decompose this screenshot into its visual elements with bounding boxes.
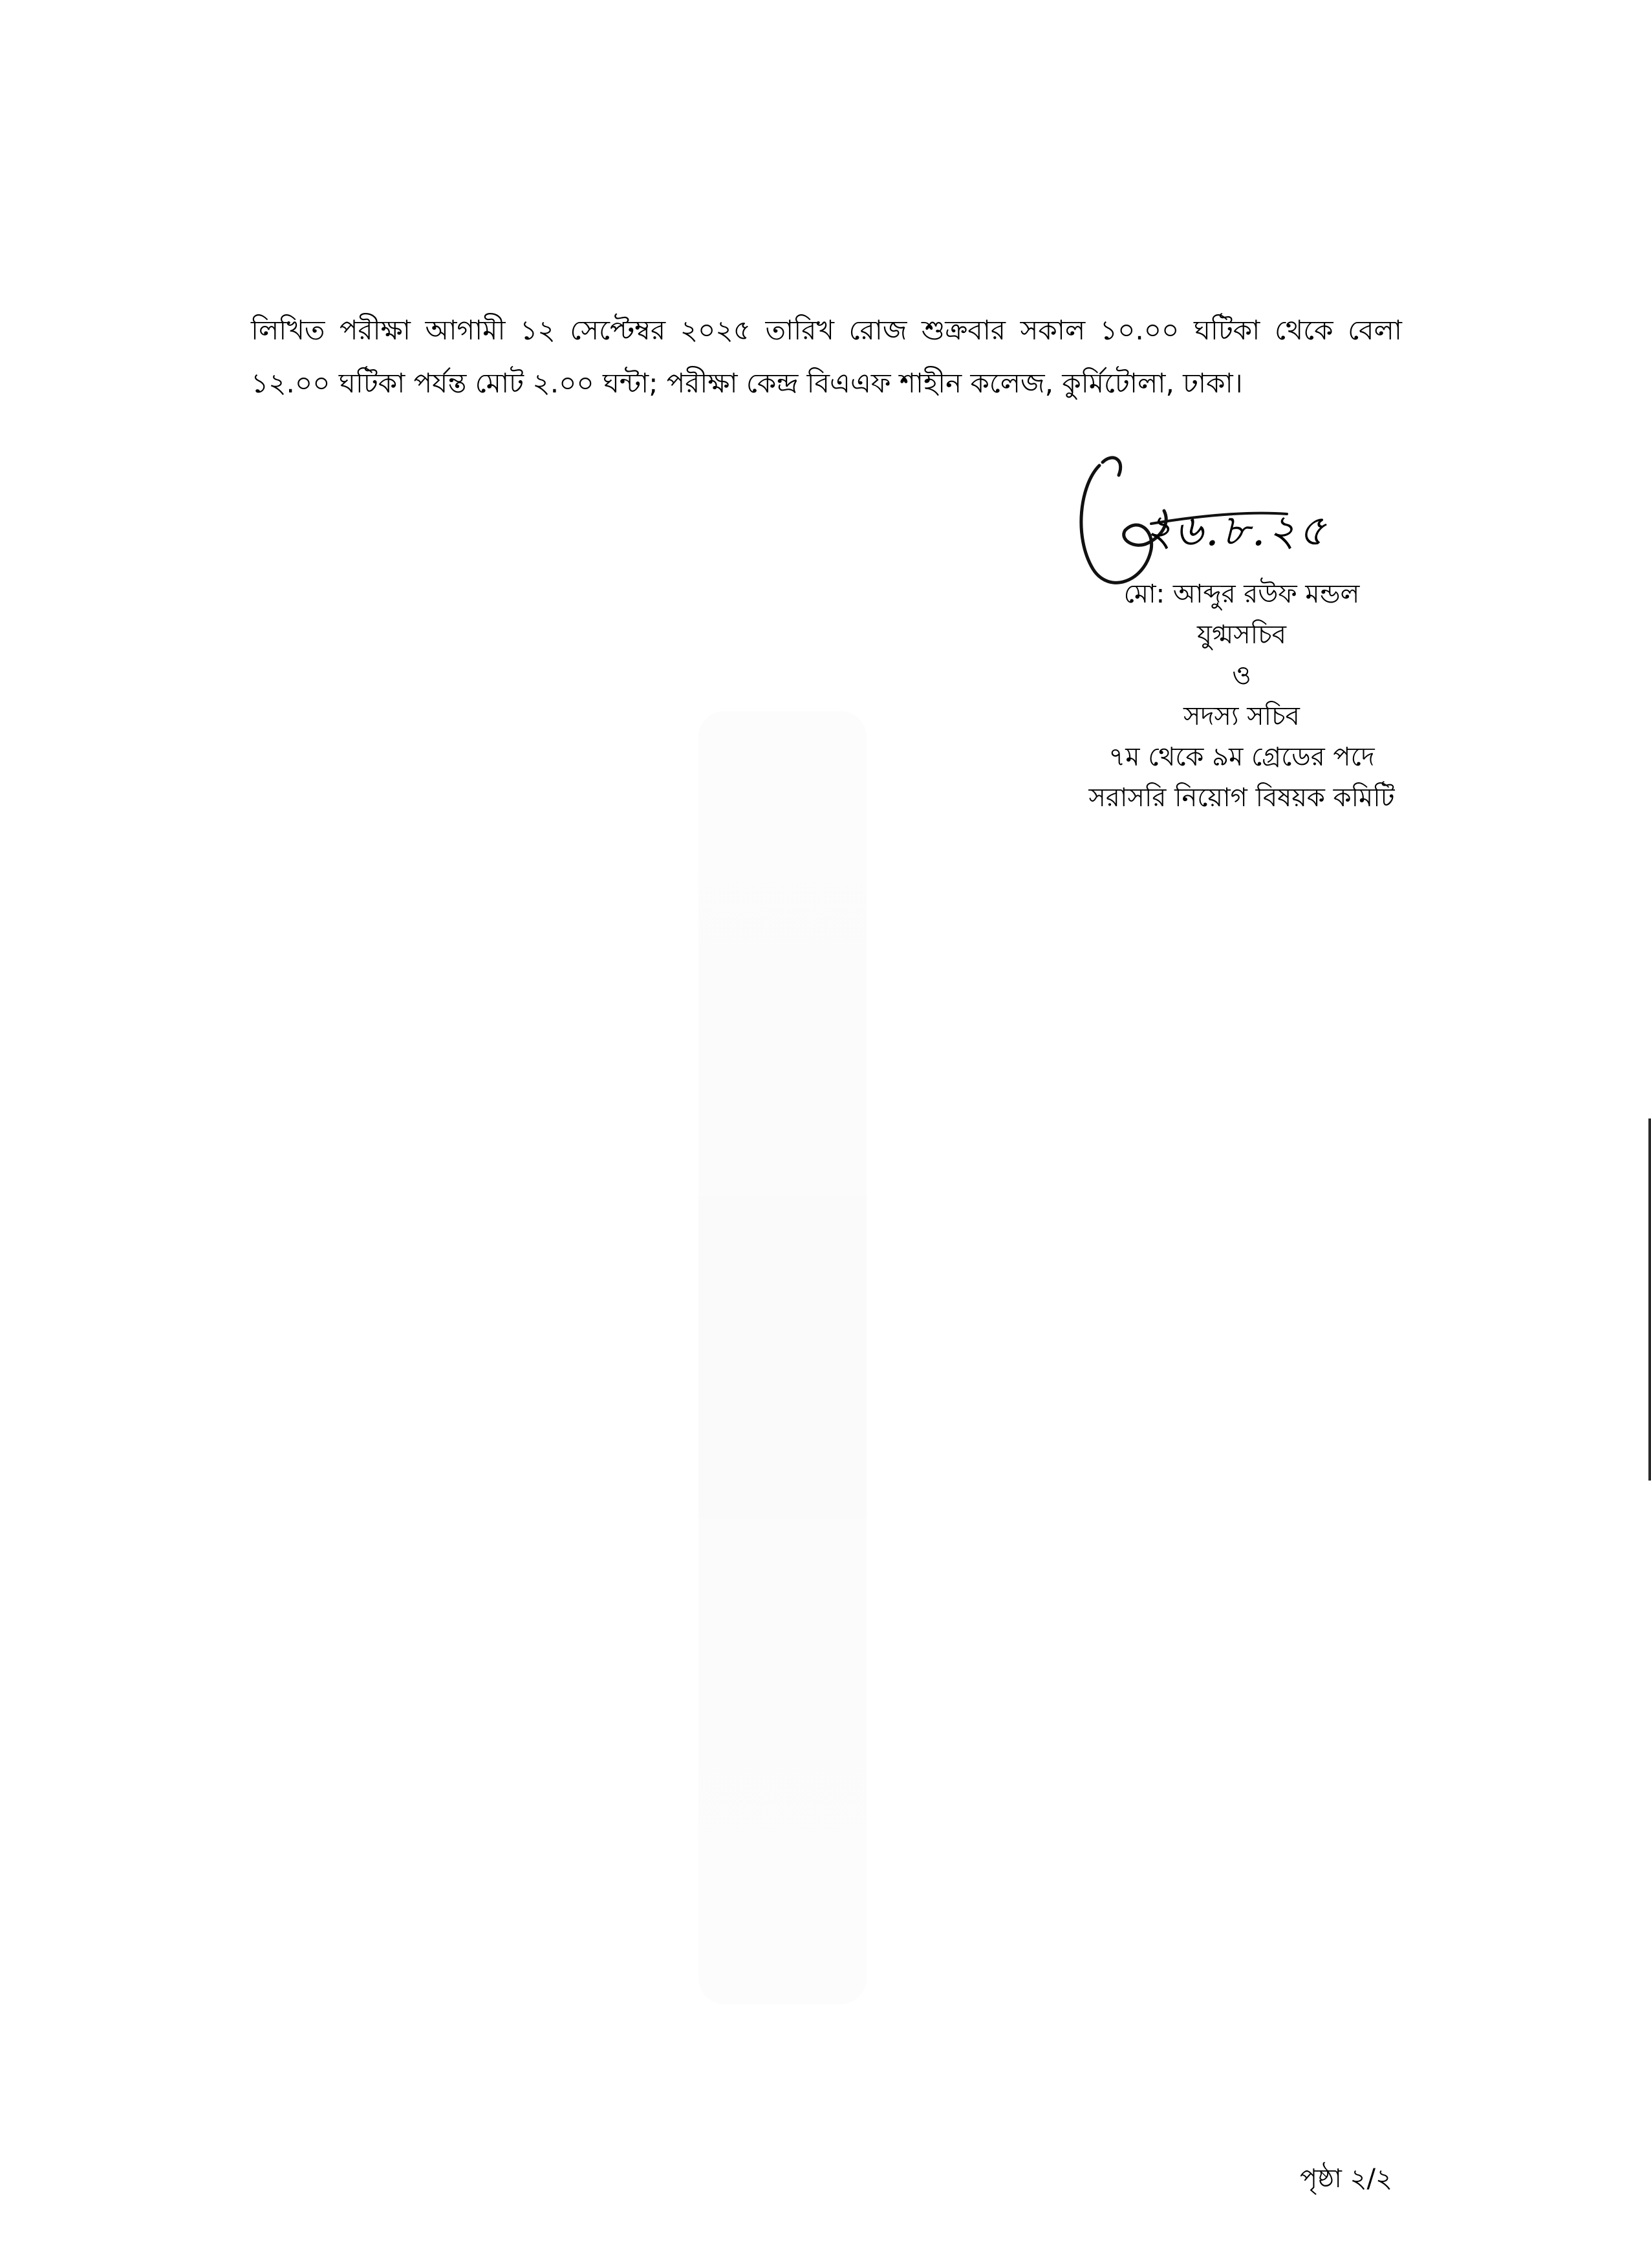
page-number: পৃষ্ঠা ২/২ [1300,2164,1393,2194]
signatory-conjunction: ও [1232,661,1251,690]
scan-edge-mark [1648,1118,1651,1481]
signature-date: ২৬.৮.২৫ [1145,506,1329,555]
signatory-role: সদস্য সচিব [1183,701,1300,731]
signatory-title: যুগ্মসচিব [1197,620,1286,650]
signatory-name: মো: আব্দুর রউফ মন্ডল [1123,579,1360,609]
committee-line-2: সরাসরি নিয়োগ বিষয়ক কমিটি [1088,783,1395,813]
signatory-block [1009,574,1474,818]
committee-line-1: ৭ম থেকে ৯ম গ্রেডের পদে [1108,742,1375,772]
exam-notice-paragraph: লিখিত পরীক্ষা আগামী ১২ সেপ্টেম্বর ২০২৫ তারিখ রোজ শুক্রবার সকাল ১০.০০ ঘটিকা থেকে বেলা ১২.০০ ঘটিকা পর্যন্ত মোট ২.০০ ঘন্টা; পরীক্ষা কেন্দ্র বিএএফ শাহীন কলেজ, কুর্মিটোলা, ঢাকা। [251,314,1402,399]
bleed-through-artifact [698,711,867,2004]
